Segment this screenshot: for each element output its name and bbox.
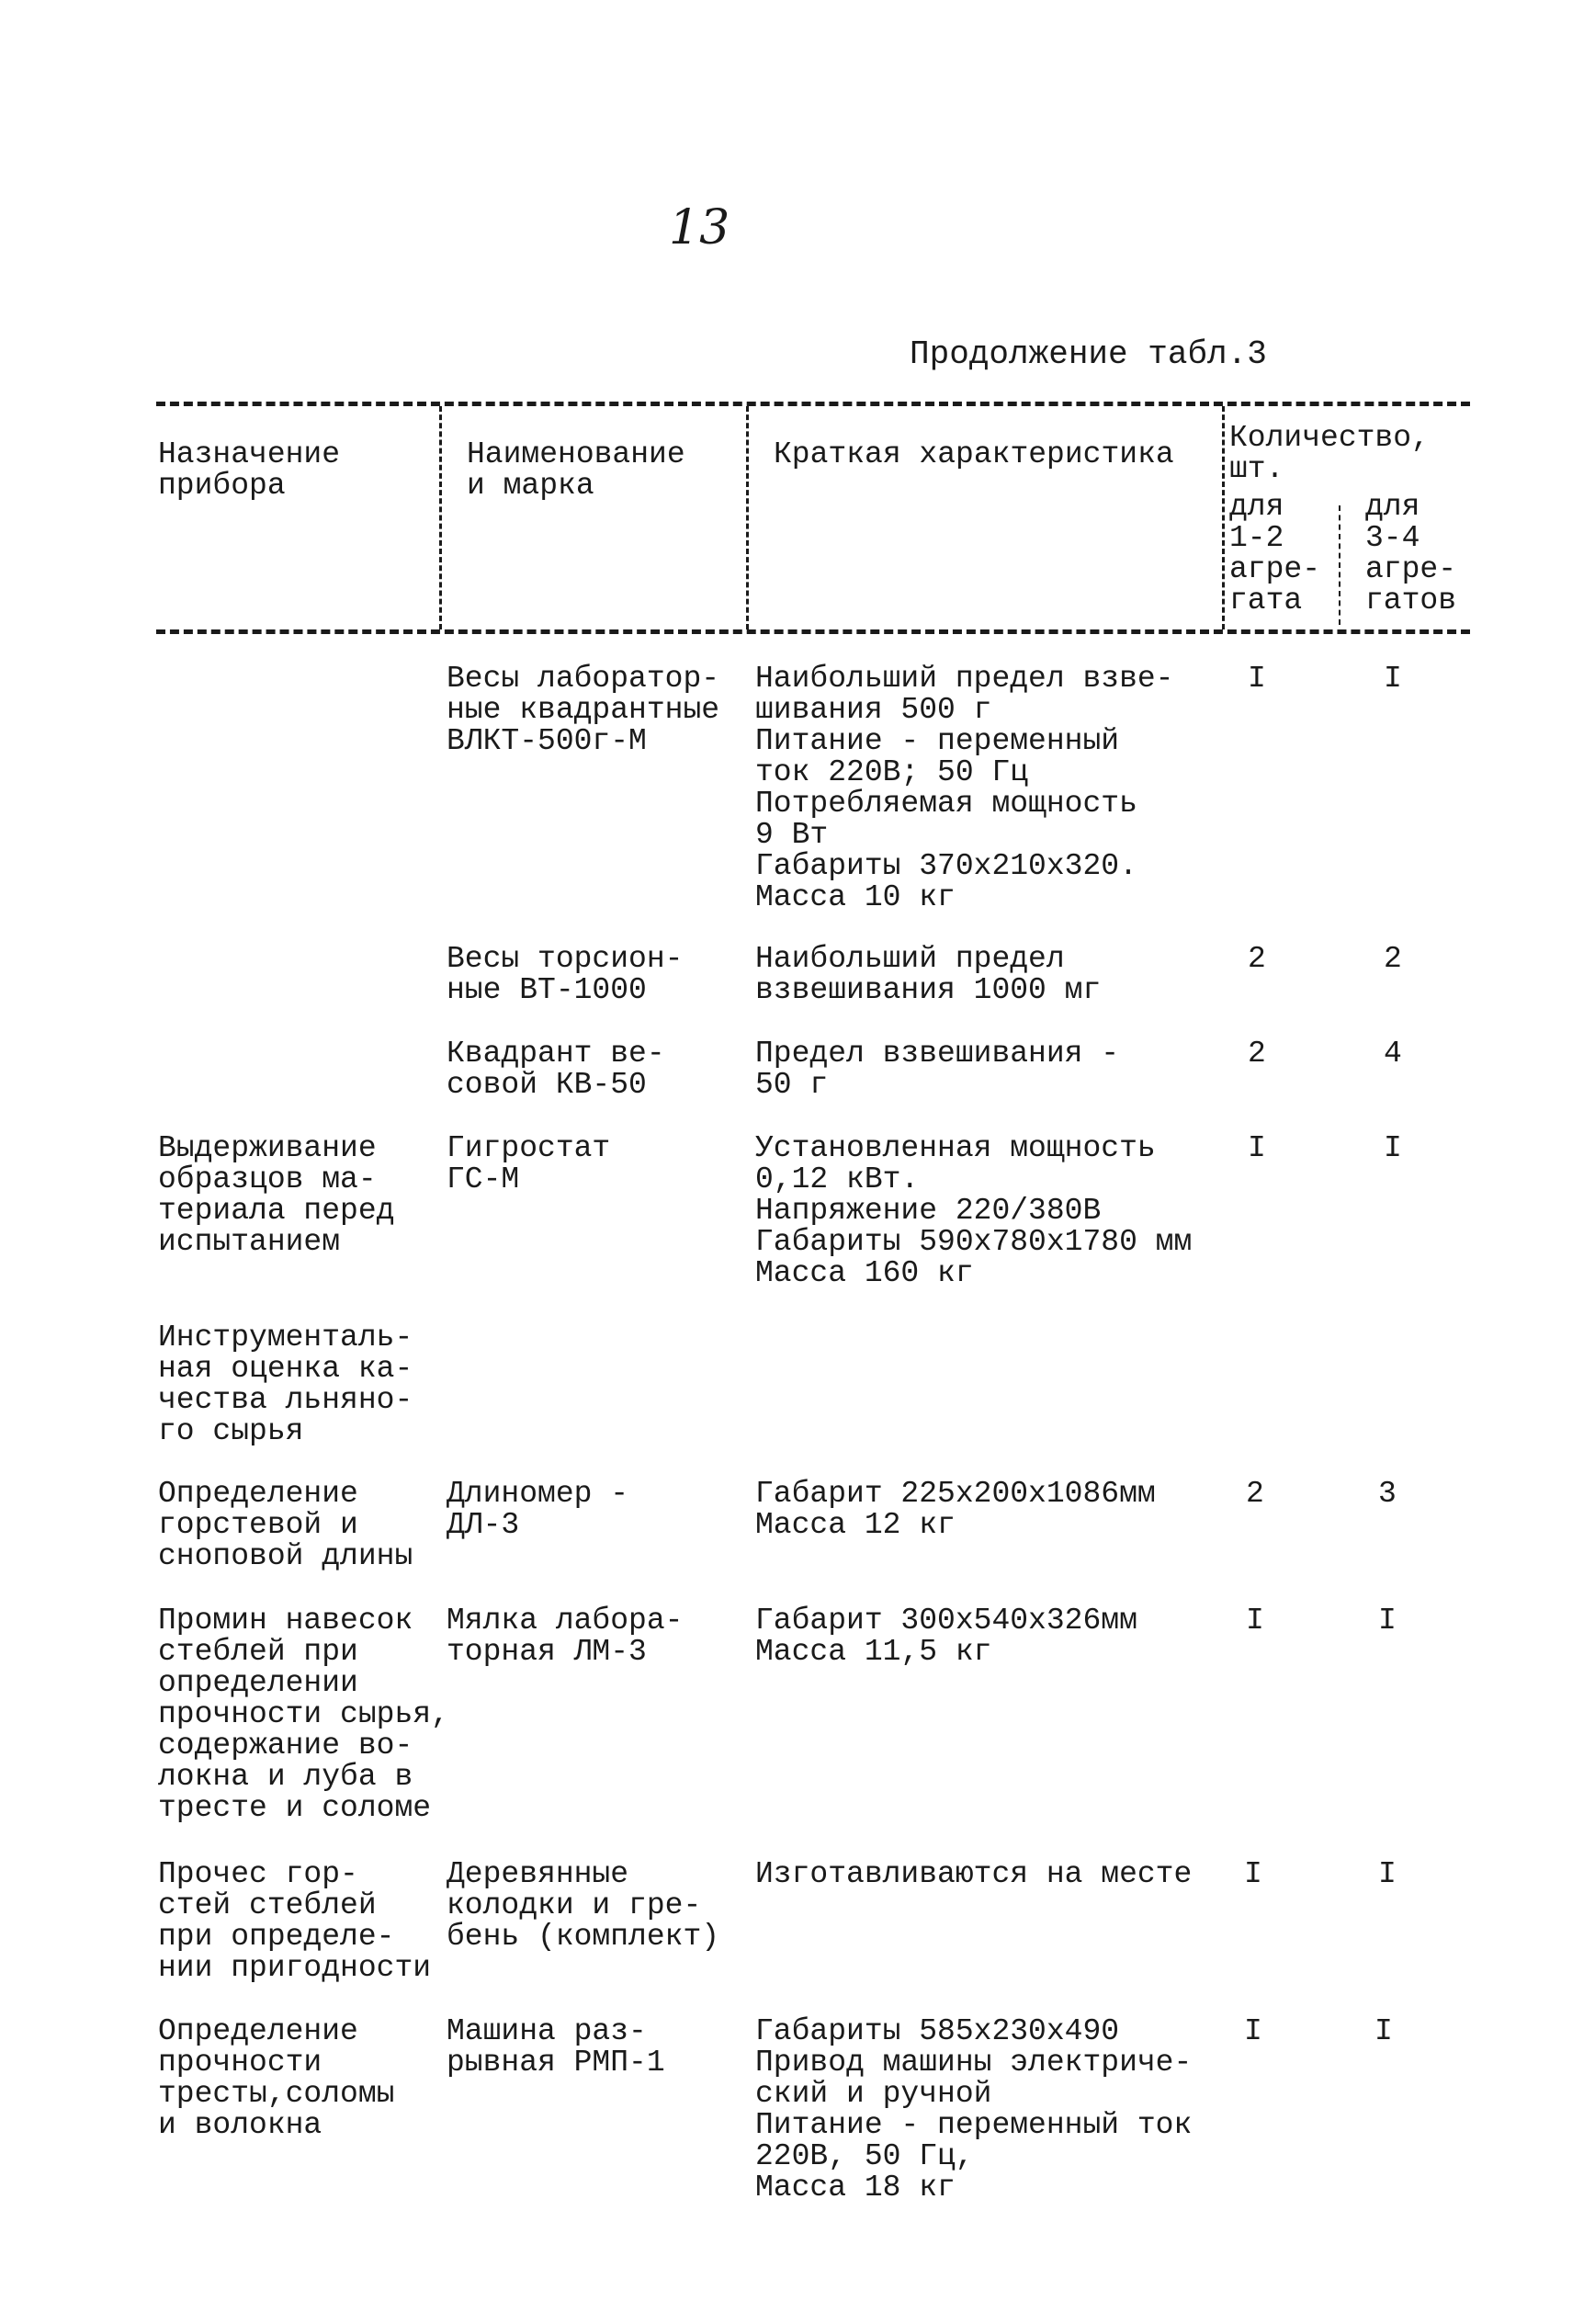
row-quantity-3-4: I [1374, 2014, 1393, 2048]
page-number: 13 [669, 200, 730, 255]
row-description: Габариты 585х230х490 Привод машины электриче- ский и ручной Питание - переменный ток 220В, 50 Гц, Масса 18 кг [755, 2014, 1193, 2205]
header-col-divider-3 [1222, 406, 1225, 629]
row-name: Деревянные колодки и гре- бень (комплект) [447, 1857, 720, 1954]
row-quantity-1-2: 2 [1248, 1037, 1266, 1071]
row-description: Установленная мощность 0,12 кВт. Напряжение 220/380В Габариты 590х780х1780 мм Масса 160 кг [755, 1131, 1193, 1290]
row-name: Квадрант ве- совой КВ-50 [447, 1037, 665, 1102]
row-description: Наибольший предел взве- шивания 500 г Питание - переменный ток 220В; 50 Гц Потребляемая мощность 9 Вт Габариты 370х210х320. Масса 10 кг [755, 662, 1174, 914]
row-purpose: Промин навесок стеблей при определении прочности сырья, содержание во- локна и луба в тресте и соломе [158, 1604, 449, 1825]
row-quantity-3-4: I [1384, 1131, 1402, 1165]
row-purpose: Выдерживание образцов ма- териала перед испытанием [158, 1131, 395, 1259]
row-quantity-1-2: I [1246, 1604, 1264, 1638]
row-name: Длиномер - ДЛ-3 [447, 1477, 629, 1542]
table-continuation-label: Продолжение табл.3 [910, 335, 1267, 373]
row-quantity-1-2: 2 [1248, 942, 1266, 976]
row-quantity-3-4: I [1378, 1604, 1397, 1638]
header-quantity: Количество, шт. [1229, 421, 1430, 486]
row-quantity-1-2: 2 [1246, 1477, 1264, 1511]
row-quantity-1-2: I [1248, 662, 1266, 696]
row-purpose: Определение прочности тресты,соломы и волокна [158, 2014, 395, 2142]
header-quantity-1-2: для 1-2 агре- гата [1229, 490, 1321, 618]
header-col-divider-1 [439, 406, 442, 629]
row-quantity-3-4: I [1384, 662, 1402, 696]
row-name: Гигростат ГС-М [447, 1131, 611, 1196]
row-quantity-3-4: 2 [1384, 942, 1402, 976]
row-quantity-3-4: 4 [1384, 1037, 1402, 1071]
row-quantity-1-2: I [1244, 2014, 1262, 2048]
row-description: Габарит 300х540х326мм Масса 11,5 кг [755, 1604, 1137, 1669]
header-top-rule [156, 402, 1470, 406]
row-purpose: Прочес гор- стей стеблей при определе- нии пригодности [158, 1857, 432, 1985]
row-name: Машина раз- рывная РМП-1 [447, 2014, 665, 2080]
header-col-divider-4 [1339, 505, 1340, 625]
header-name: Наименование и марка [467, 437, 685, 503]
header-purpose: Назначение прибора [158, 437, 341, 503]
row-name: Весы торсион- ные ВТ-1000 [447, 942, 684, 1007]
row-quantity-3-4: I [1378, 1857, 1397, 1891]
header-quantity-3-4: для 3-4 агре- гатов [1365, 490, 1457, 618]
row-description: Наибольший предел взвешивания 1000 мг [755, 942, 1102, 1007]
row-purpose: Инструменталь- ная оценка ка- чества льняно- го сырья [158, 1321, 413, 1448]
header-description: Краткая характеристика [774, 437, 1174, 471]
row-quantity-1-2: I [1244, 1857, 1262, 1891]
row-description: Изготавливаются на месте [755, 1857, 1193, 1891]
row-quantity-1-2: I [1248, 1131, 1266, 1165]
row-quantity-3-4: 3 [1378, 1477, 1397, 1511]
row-purpose: Определение горстевой и сноповой длины [158, 1477, 413, 1573]
row-name: Весы лаборатор- ные квадрантные ВЛКТ-500г-М [447, 662, 720, 758]
row-name: Мялка лабора- торная ЛМ-3 [447, 1604, 684, 1669]
row-description: Габарит 225х200х1086мм Масса 12 кг [755, 1477, 1156, 1542]
header-bottom-rule [156, 629, 1470, 634]
row-description: Предел взвешивания - 50 г [755, 1037, 1120, 1102]
header-col-divider-2 [746, 406, 749, 629]
